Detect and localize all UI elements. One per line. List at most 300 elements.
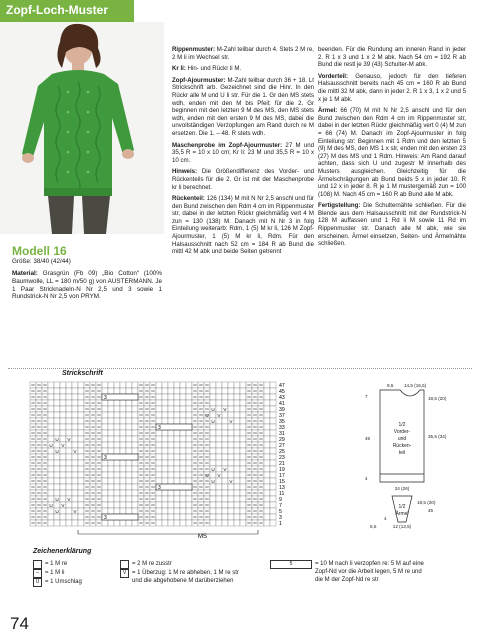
paragraph-text: 126 (134) M mit N Nr 2,5 anschl und für den Bund zwischen den Rdm 4 cm im Rippenmuster str, dabei in der letzten Rückr gleichmäßig vert 4 M zun = 130 (138) M. Danach mit N Nr 3 in folg Einteilung weiterarb: Rdm, 1 (5) M kr li, 126 M Zopf-Ajourmuster, 1 (5) M kr li, Rdm. Für den Halsausschnitt nach 52 cm = 184 R ab Bund die mittl 42 M abk und beide Seiten getrennt — [172, 195, 314, 256]
yarnover-mark: U — [49, 443, 53, 448]
chart-cell — [222, 436, 228, 442]
chart-cell — [66, 460, 72, 466]
chart-cell — [174, 502, 180, 508]
chart-cell — [108, 448, 114, 454]
chart-cell — [162, 508, 168, 514]
chart-cell — [216, 460, 222, 466]
chart-cell — [120, 484, 126, 490]
chart-cell — [78, 460, 84, 466]
legend-text: = 2 M re zusstr — [132, 561, 172, 567]
chart-cell — [162, 472, 168, 478]
chart-cell — [120, 502, 126, 508]
chart-cell — [72, 412, 78, 418]
paragraph-label: Maschenprobe im Zopf-Ajourmuster: — [172, 141, 283, 149]
chart-cell — [102, 424, 108, 430]
row-label: 35 — [279, 419, 285, 426]
chart-cell — [102, 388, 108, 394]
chart-cell — [174, 508, 180, 514]
chart-cell — [264, 388, 270, 394]
chart-cell — [66, 412, 72, 418]
chart-cell — [120, 466, 126, 472]
chart-cell — [186, 502, 192, 508]
chart-cell — [156, 472, 162, 478]
chart-cell — [222, 424, 228, 430]
chart-cell — [270, 442, 276, 448]
row-label: 11 — [279, 491, 285, 498]
chart-cell — [48, 508, 54, 514]
legend-title: Zeichenerklärung — [33, 548, 92, 555]
chart-cell — [228, 406, 234, 412]
chart-cell — [78, 406, 84, 412]
chart-cell — [132, 436, 138, 442]
chart-cell — [72, 460, 78, 466]
chart-cell — [264, 466, 270, 472]
chart-cell — [48, 424, 54, 430]
chart-cell — [186, 454, 192, 460]
paragraph-text: Genauso, jedoch für den tieferen Halsausschnitt bereits nach 45 cm = 160 R ab Bund die mittl 32 M abk, dann in jeder 2. R 1 x 3, 1 x 2 und 5 x je 1 M abk. — [318, 72, 466, 103]
chart-cell — [264, 442, 270, 448]
chart-cell — [162, 394, 168, 400]
chart-cell — [72, 400, 78, 406]
chart-cell — [222, 454, 228, 460]
chart-cell — [120, 508, 126, 514]
chart-cell — [240, 514, 246, 520]
chart-cell — [228, 454, 234, 460]
chart-cell — [210, 442, 216, 448]
chart-cell — [228, 442, 234, 448]
chart-cell — [72, 406, 78, 412]
chart-cell — [156, 394, 162, 400]
chart-cell — [120, 412, 126, 418]
chart-cell — [156, 388, 162, 394]
chart-cell — [66, 466, 72, 472]
chart-cell — [132, 448, 138, 454]
chart-cell — [210, 430, 216, 436]
paragraph-text: 27 M und 35,5 R = 10 x 10 cm; Kr li: 23 M und 35,5 R = 10 x 10 cm. — [172, 141, 314, 164]
cable-count: 3 — [104, 395, 107, 401]
chart-cell — [48, 460, 54, 466]
chart-cell — [216, 496, 222, 502]
chart-cell — [156, 514, 162, 520]
legend-cable — [270, 560, 430, 584]
chart-cell — [270, 430, 276, 436]
repeat-label: MS — [198, 534, 207, 540]
chart-cell — [240, 412, 246, 418]
chart-cell — [264, 394, 270, 400]
row-label: 25 — [279, 449, 285, 456]
chart-cell — [60, 406, 66, 412]
shoulder-dim: 9,5 — [387, 383, 394, 388]
chart-cell — [240, 490, 246, 496]
chart-cell — [126, 442, 132, 448]
chart-cell — [114, 430, 120, 436]
chart-cell — [54, 484, 60, 490]
chart-cell — [210, 508, 216, 514]
chart-cell — [54, 424, 60, 430]
chart-cell — [174, 460, 180, 466]
chart-cell — [78, 412, 84, 418]
chart-cell — [72, 496, 78, 502]
yarnover-mark: U — [205, 473, 209, 478]
chart-cell — [108, 400, 114, 406]
chart-cell — [186, 406, 192, 412]
chart-cell — [168, 478, 174, 484]
chart-cell — [126, 406, 132, 412]
chart-cell — [180, 382, 186, 388]
chart-cell — [180, 406, 186, 412]
chart-cell — [108, 466, 114, 472]
chart-cell — [216, 520, 222, 526]
chart-cell — [240, 424, 246, 430]
chart-cell — [114, 484, 120, 490]
chart-cell — [174, 406, 180, 412]
chart-cell — [126, 388, 132, 394]
chart-cell — [264, 508, 270, 514]
chart-cell — [120, 448, 126, 454]
chart-cell — [222, 442, 228, 448]
chart-cell — [78, 496, 84, 502]
chart-cell — [114, 520, 120, 526]
chart-cell — [126, 484, 132, 490]
chart-cell — [60, 490, 66, 496]
chart-cell — [228, 448, 234, 454]
chart-cell — [120, 490, 126, 496]
chart-cell — [228, 394, 234, 400]
chart-cell — [66, 490, 72, 496]
yarnover-mark: U — [211, 407, 215, 412]
chart-cell — [78, 424, 84, 430]
chart-grid — [30, 382, 276, 534]
chart-cell — [270, 406, 276, 412]
paragraph-label: Kr li: — [172, 65, 186, 73]
chart-cell — [222, 514, 228, 520]
chart-cell — [210, 388, 216, 394]
cable-count: 3 — [158, 425, 161, 431]
chart-cell — [66, 424, 72, 430]
chart-cell — [108, 430, 114, 436]
chart-cell — [174, 436, 180, 442]
chart-cell — [210, 454, 216, 460]
paragraph-label: Ärmel: — [318, 107, 338, 115]
chart-cell — [126, 430, 132, 436]
chart-cell — [126, 472, 132, 478]
chart-cell — [66, 406, 72, 412]
chart-cell — [168, 436, 174, 442]
chart-cell — [222, 484, 228, 490]
chart-cell — [234, 454, 240, 460]
chart-cell — [264, 412, 270, 418]
chart-cell — [174, 478, 180, 484]
row-label: 45 — [279, 389, 285, 396]
chart-cell — [228, 382, 234, 388]
instructions-column-2 — [318, 46, 466, 252]
cable-count: 3 — [158, 485, 161, 491]
chart-cell — [168, 472, 174, 478]
chart-cell — [78, 466, 84, 472]
chart-cell — [240, 400, 246, 406]
chart-cell — [132, 412, 138, 418]
chart-cell — [240, 394, 246, 400]
chart-cell — [54, 382, 60, 388]
chart-cell — [180, 454, 186, 460]
chart-cell — [102, 508, 108, 514]
chart-cell — [48, 418, 54, 424]
chart-cell — [240, 466, 246, 472]
chart-cell — [126, 448, 132, 454]
chart-cell — [264, 430, 270, 436]
chart-cell — [174, 490, 180, 496]
chart-cell — [216, 388, 222, 394]
chart-cell — [264, 382, 270, 388]
chart-cell — [168, 460, 174, 466]
chart-cell — [234, 508, 240, 514]
chart-cell — [72, 472, 78, 478]
chart-cell — [216, 502, 222, 508]
chart-cell — [72, 442, 78, 448]
chart-cell — [228, 490, 234, 496]
chart-cell — [186, 514, 192, 520]
side-height-dim: 45 — [365, 436, 371, 441]
yarnover-mark: U — [55, 449, 59, 454]
chart-cell — [162, 490, 168, 496]
chart-cell — [54, 478, 60, 484]
chart-cell — [156, 466, 162, 472]
yarnover-mark: U — [205, 413, 209, 418]
section-title: Zopf-Loch-Muster — [6, 3, 108, 17]
chart-cell — [162, 478, 168, 484]
chart-cell — [102, 418, 108, 424]
half-width-dim: 35,5 (34) — [428, 434, 447, 439]
section-divider — [8, 368, 472, 369]
chart-cell — [210, 382, 216, 388]
chart-cell — [228, 388, 234, 394]
chart-cell — [240, 430, 246, 436]
cable-count: 3 — [104, 455, 107, 461]
chart-cell — [120, 442, 126, 448]
chart-cell — [108, 490, 114, 496]
chart-cell — [234, 400, 240, 406]
chart-cell — [180, 508, 186, 514]
decrease-mark: V — [67, 437, 71, 442]
chart-cell — [54, 430, 60, 436]
row-label: 23 — [279, 455, 285, 462]
model-title: Modell 16 — [12, 244, 67, 258]
chart-cell — [72, 520, 78, 526]
chart-cell — [114, 388, 120, 394]
chart-cell — [48, 382, 54, 388]
chart-cell — [180, 514, 186, 520]
chart-cell — [78, 472, 84, 478]
chart-cell — [264, 484, 270, 490]
chart-cell — [186, 412, 192, 418]
chart-cell — [78, 520, 84, 526]
chart-cell — [270, 514, 276, 520]
chart-cell — [114, 406, 120, 412]
chart-cell — [132, 520, 138, 526]
chart-cell — [78, 430, 84, 436]
paragraph-text: Die Größendifferenz des Vorder- und Rückenteils für die 2. Gr ist mit der Maschenprobe kr li berechnet. — [172, 168, 314, 191]
chart-cell — [180, 400, 186, 406]
chart-cell — [66, 430, 72, 436]
chart-cell — [108, 442, 114, 448]
chart-cell — [264, 478, 270, 484]
chart-cell — [54, 490, 60, 496]
chart-cell — [174, 472, 180, 478]
chart-cell — [54, 466, 60, 472]
chart-cell — [222, 520, 228, 526]
chart-cell — [108, 472, 114, 478]
chart-cell — [120, 424, 126, 430]
yarnover-mark: U — [211, 479, 215, 484]
instructions-column-1 — [172, 46, 314, 260]
chart-cell — [168, 412, 174, 418]
chart-cell — [270, 490, 276, 496]
chart-cell — [180, 436, 186, 442]
chart-cell — [48, 478, 54, 484]
row-label: 5 — [279, 509, 282, 516]
chart-cell — [156, 460, 162, 466]
chart-cell — [54, 442, 60, 448]
chart-cell — [174, 412, 180, 418]
chart-cell — [180, 418, 186, 424]
chart-cell — [126, 418, 132, 424]
paragraph — [318, 107, 466, 198]
chart-cell — [162, 454, 168, 460]
chart-cell — [228, 508, 234, 514]
paragraph — [318, 202, 466, 248]
front-label: 1/2 Vorder-und Rücken-teil — [392, 422, 412, 456]
chart-cell — [132, 388, 138, 394]
chart-cell — [270, 460, 276, 466]
chart-cell — [174, 520, 180, 526]
chart-cell — [72, 382, 78, 388]
cable-symbol — [102, 514, 138, 520]
chart-cell — [72, 394, 78, 400]
chart-cell — [108, 484, 114, 490]
chart-cell — [234, 382, 240, 388]
chart-cell — [48, 472, 54, 478]
symbol-box — [120, 560, 129, 569]
chart-cell — [72, 424, 78, 430]
paragraph — [172, 77, 314, 138]
row-label: 37 — [279, 413, 285, 420]
chart-cell — [186, 394, 192, 400]
chart-cell — [132, 478, 138, 484]
chart-cell — [222, 496, 228, 502]
chart-cell — [264, 448, 270, 454]
top-width-dim: 14,5 (16,5) — [404, 383, 427, 388]
chart-cell — [60, 460, 66, 466]
legend-text: = 1 M li — [45, 570, 65, 576]
chart-cell — [222, 490, 228, 496]
chart-cell — [60, 496, 66, 502]
chart-cell — [210, 412, 216, 418]
chart-cell — [228, 412, 234, 418]
chart-cell — [234, 448, 240, 454]
chart-cell — [60, 478, 66, 484]
chart-cell — [216, 400, 222, 406]
chart-cell — [156, 406, 162, 412]
chart-cell — [60, 472, 66, 478]
chart-cell — [78, 382, 84, 388]
chart-cell — [126, 466, 132, 472]
legend-yarnover — [33, 578, 82, 587]
chart-cell — [54, 400, 60, 406]
chart-cell — [114, 502, 120, 508]
chart-cell — [54, 418, 60, 424]
chart-cell — [270, 400, 276, 406]
decrease-mark: V — [229, 479, 233, 484]
chart-cell — [234, 466, 240, 472]
chart-cell — [174, 496, 180, 502]
decrease-mark: V — [217, 413, 221, 418]
chart-cell — [54, 394, 60, 400]
chart-cell — [108, 418, 114, 424]
material-label: Material: — [12, 270, 38, 277]
paragraph-text: Die Schulternähte schließen. Für die Blende aus dem Halsausschnitt mit der Rundstrick-N 128 M auffassen und 1 Rd li M sowie 11 Rd im Rippenmuster str. Danach alle M abk, wie sie erscheinen. Ärmel einsetzen, Seiten- und Ärmelnähte schließen. — [318, 202, 466, 248]
chart-cell — [168, 400, 174, 406]
chart-cell — [180, 472, 186, 478]
chart-cell — [186, 496, 192, 502]
chart-cell — [234, 514, 240, 520]
chart-cell — [234, 394, 240, 400]
chart-cell — [126, 412, 132, 418]
chart-cell — [216, 448, 222, 454]
yarnover-mark: U — [55, 497, 59, 502]
chart-cell — [216, 514, 222, 520]
model-sizes: Größe: 38/40 (42/44) — [12, 258, 71, 265]
chart-cell — [108, 436, 114, 442]
chart-cell — [162, 406, 168, 412]
chart-cell — [264, 436, 270, 442]
chart-cell — [102, 484, 108, 490]
chart-cell — [228, 424, 234, 430]
chart-cell — [186, 430, 192, 436]
decrease-mark: V — [61, 443, 65, 448]
chart-cell — [168, 496, 174, 502]
chart-cell — [48, 484, 54, 490]
chart-cell — [234, 430, 240, 436]
decrease-mark: V — [229, 419, 233, 424]
paragraph-text: Hin- und Rückr li M. — [185, 65, 242, 73]
neck-drop-dim: 7 — [365, 394, 368, 399]
chart-cell — [48, 466, 54, 472]
chart-cell — [114, 424, 120, 430]
chart-cell — [60, 418, 66, 424]
chart-cell — [60, 454, 66, 460]
chart-cell — [120, 430, 126, 436]
chart-cell — [270, 502, 276, 508]
chart-cell — [114, 472, 120, 478]
chart-cell — [234, 424, 240, 430]
chart-cell — [210, 472, 216, 478]
chart-cell — [228, 460, 234, 466]
chart-cell — [234, 502, 240, 508]
chart-cell — [114, 448, 120, 454]
chart-cell — [54, 412, 60, 418]
chart-cell — [240, 472, 246, 478]
chart-cell — [48, 448, 54, 454]
chart-cell — [210, 460, 216, 466]
yarnover-mark: U — [49, 503, 53, 508]
chart-cell — [180, 460, 186, 466]
chart-cell — [114, 478, 120, 484]
chart-cell — [66, 388, 72, 394]
chart-cell — [222, 400, 228, 406]
chart-cell — [180, 394, 186, 400]
neck-depth-dim: 18,5 (20) — [428, 396, 447, 401]
row-label: 31 — [279, 431, 285, 438]
